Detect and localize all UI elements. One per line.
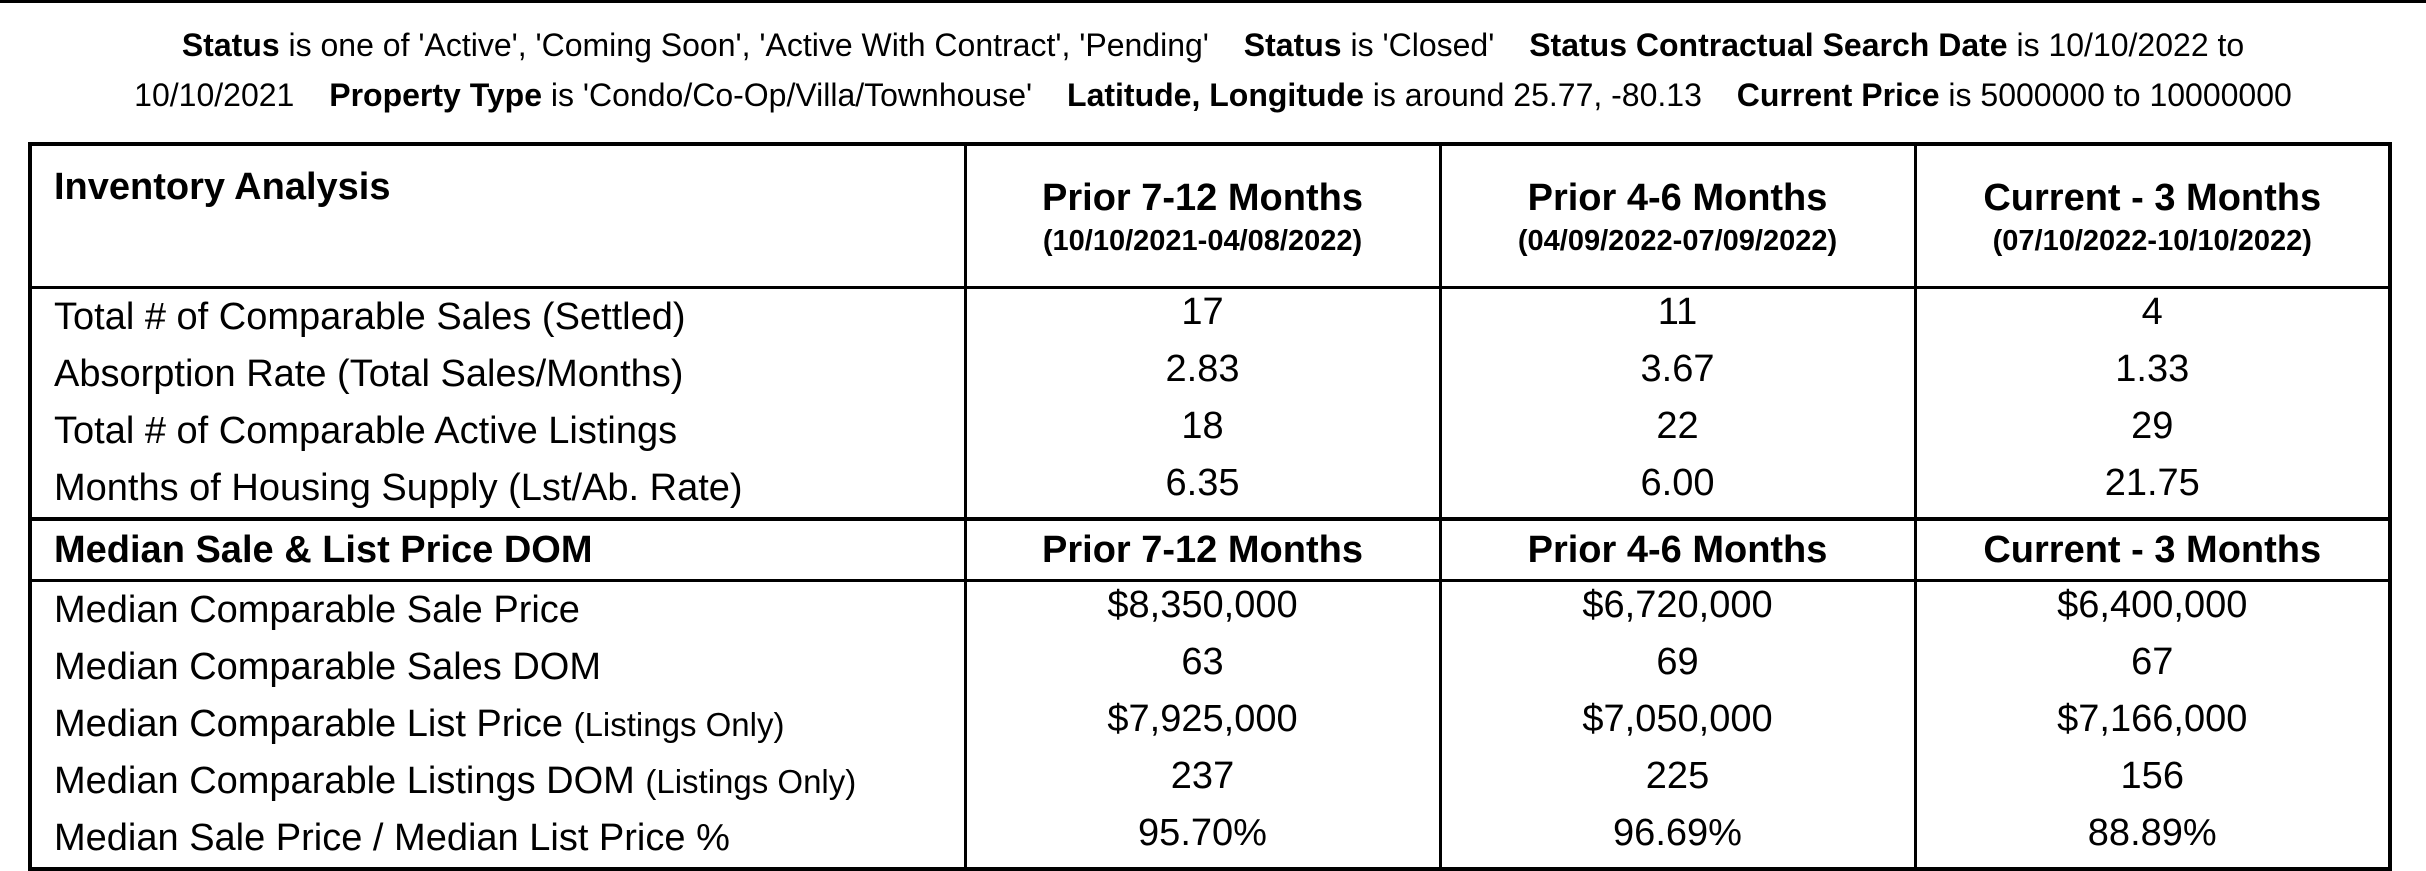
period-label: Current - 3 Months bbox=[1915, 519, 2390, 581]
row-value: 95.70% bbox=[965, 810, 1440, 869]
search-criteria bbox=[0, 20, 2426, 120]
row-label bbox=[30, 639, 965, 696]
row-label bbox=[30, 581, 965, 640]
period-label: Current - 3 Months bbox=[1983, 177, 2322, 219]
row-value: 69 bbox=[1440, 639, 1915, 696]
row-label bbox=[30, 696, 965, 753]
period-label: Prior 4-6 Months bbox=[1527, 177, 1828, 219]
row-label: Months of Housing Supply (Lst/Ab. Rate) bbox=[30, 460, 965, 519]
table-row bbox=[30, 753, 2390, 810]
row-label-text: Median Comparable Sale Price bbox=[54, 589, 580, 631]
row-label: Total # of Comparable Active Listings bbox=[30, 403, 965, 460]
criteria-price-label: Current Price bbox=[1736, 77, 1940, 113]
row-value: $7,166,000 bbox=[1915, 696, 2390, 753]
row-label-note: (Listings Only) bbox=[573, 706, 785, 743]
period-header-cell bbox=[1915, 144, 2390, 288]
inventory-title: Inventory Analysis bbox=[30, 144, 965, 288]
period-header-cell bbox=[1440, 144, 1915, 288]
row-label-text: Median Sale Price / Median List Price % bbox=[54, 817, 730, 859]
period-range: (07/10/2022-10/10/2022) bbox=[1992, 225, 2312, 257]
period-range: (04/09/2022-07/09/2022) bbox=[1517, 225, 1838, 257]
table-row bbox=[30, 696, 2390, 753]
inventory-header-row bbox=[30, 144, 2390, 288]
row-label: Total # of Comparable Sales (Settled) bbox=[30, 288, 965, 347]
row-value: 17 bbox=[965, 288, 1440, 347]
table-row bbox=[30, 460, 2390, 519]
criteria-status2-value: is 'Closed' bbox=[1350, 27, 1495, 63]
row-value: 156 bbox=[1915, 753, 2390, 810]
row-value: 1.33 bbox=[1915, 346, 2390, 403]
criteria-latlng-label: Latitude, Longitude bbox=[1067, 77, 1364, 113]
top-border-line bbox=[0, 0, 2426, 3]
row-value: 22 bbox=[1440, 403, 1915, 460]
row-value: 63 bbox=[965, 639, 1440, 696]
criteria-line-1 bbox=[0, 20, 2426, 70]
row-value: 88.89% bbox=[1915, 810, 2390, 869]
row-label-text: Median Comparable List Price bbox=[54, 703, 574, 745]
row-value: $7,925,000 bbox=[965, 696, 1440, 753]
row-value: $6,720,000 bbox=[1440, 581, 1915, 640]
median-header-row bbox=[30, 519, 2390, 581]
row-value: 29 bbox=[1915, 403, 2390, 460]
inventory-analysis-table bbox=[28, 142, 2392, 871]
row-label-text: Median Comparable Listings DOM bbox=[54, 760, 646, 802]
row-value: $7,050,000 bbox=[1440, 696, 1915, 753]
row-value: 18 bbox=[965, 403, 1440, 460]
period-label: Prior 7-12 Months bbox=[965, 519, 1440, 581]
row-value: 3.67 bbox=[1440, 346, 1915, 403]
row-value: 4 bbox=[1915, 288, 2390, 347]
row-value: $6,400,000 bbox=[1915, 581, 2390, 640]
table-row bbox=[30, 346, 2390, 403]
row-value: 11 bbox=[1440, 288, 1915, 347]
table-row bbox=[30, 581, 2390, 640]
criteria-date-label: Status Contractual Search Date bbox=[1529, 27, 2008, 63]
row-value: $8,350,000 bbox=[965, 581, 1440, 640]
row-value: 67 bbox=[1915, 639, 2390, 696]
criteria-status2-label: Status bbox=[1243, 27, 1342, 63]
row-value: 96.69% bbox=[1440, 810, 1915, 869]
criteria-property-type-label: Property Type bbox=[329, 77, 543, 113]
table-row bbox=[30, 288, 2390, 347]
criteria-property-type-value: is 'Condo/Co-Op/Villa/Townhouse' bbox=[550, 77, 1033, 113]
row-value: 2.83 bbox=[965, 346, 1440, 403]
row-label-note: (Listings Only) bbox=[645, 763, 857, 800]
row-label bbox=[30, 753, 965, 810]
table-row bbox=[30, 639, 2390, 696]
period-label: Prior 7-12 Months bbox=[1042, 177, 1363, 219]
criteria-price-value: is 5000000 to 10000000 bbox=[1948, 77, 2292, 113]
row-value: 6.35 bbox=[965, 460, 1440, 519]
row-label: Absorption Rate (Total Sales/Months) bbox=[30, 346, 965, 403]
row-value: 237 bbox=[965, 753, 1440, 810]
median-title: Median Sale & List Price DOM bbox=[30, 519, 965, 581]
criteria-status-label: Status bbox=[181, 27, 280, 63]
row-value: 21.75 bbox=[1915, 460, 2390, 519]
period-header-cell bbox=[965, 144, 1440, 288]
row-value: 225 bbox=[1440, 753, 1915, 810]
row-value: 6.00 bbox=[1440, 460, 1915, 519]
criteria-line-2 bbox=[0, 70, 2426, 120]
table-row bbox=[30, 403, 2390, 460]
row-label-text: Median Comparable Sales DOM bbox=[54, 646, 602, 688]
period-label: Prior 4-6 Months bbox=[1440, 519, 1915, 581]
criteria-date-value-b: 10/10/2021 bbox=[134, 77, 295, 113]
criteria-status-value: is one of 'Active', 'Coming Soon', 'Active With Contract', 'Pending' bbox=[288, 27, 1209, 63]
criteria-date-value-a: is 10/10/2022 to bbox=[2016, 27, 2245, 63]
period-range: (10/10/2021-04/08/2022) bbox=[1042, 225, 1363, 257]
criteria-latlng-value: is around 25.77, -80.13 bbox=[1372, 77, 1702, 113]
